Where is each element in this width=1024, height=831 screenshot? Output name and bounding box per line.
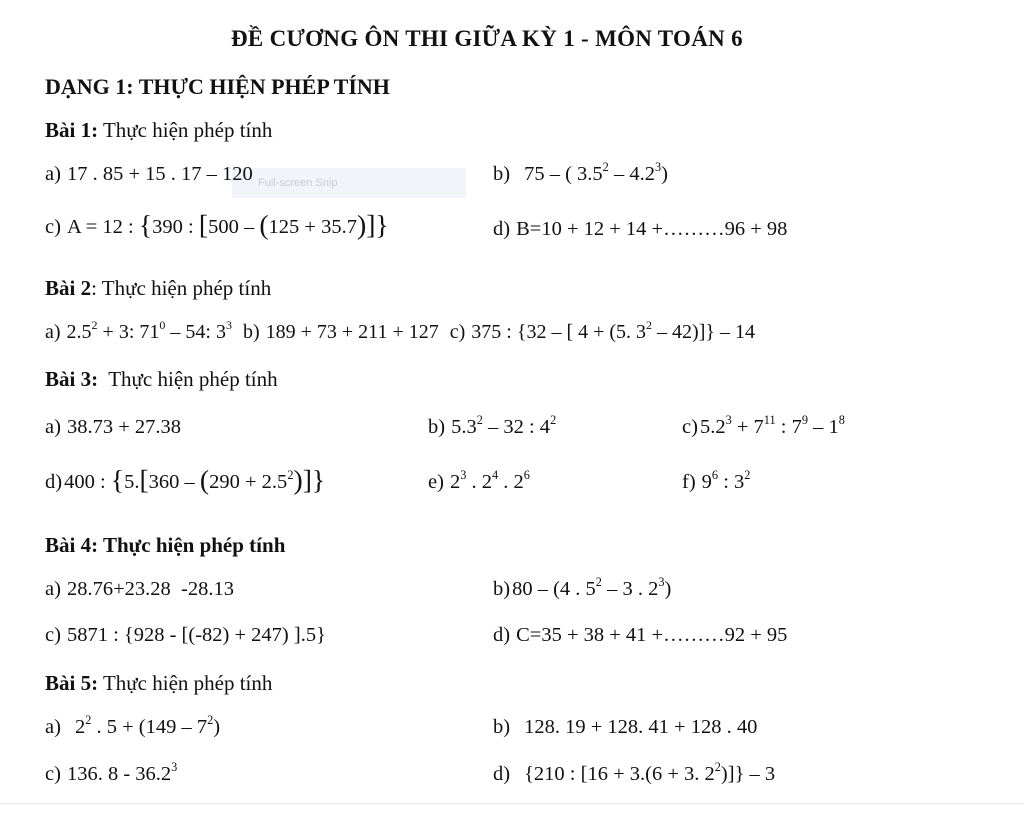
- exercise-1d: [493, 218, 787, 241]
- math-expression: 136. 8 - 36.2$^3$: [66, 759, 178, 785]
- item-label: a): [45, 163, 61, 185]
- item-label: b): [493, 578, 511, 600]
- math-expression-2b: 189 + 73 + 211 + 127: [265, 321, 439, 343]
- exercise-instruction: Thực hiện phép tính: [102, 118, 273, 142]
- item-label: d): [493, 624, 511, 646]
- math-expression: 5871 : {928 - [(-82) + 247) ].5}: [66, 624, 326, 646]
- exercise-2-row: [45, 318, 755, 344]
- exercise-3-heading: [45, 367, 278, 392]
- exercise-1a: [45, 163, 253, 186]
- math-expression: $2^3$ . $2^4$ . $2^6$: [449, 467, 530, 493]
- math-expression: $5.2^3 + 7^{11}$ : $7^9 - 1^8$: [699, 412, 845, 438]
- item-label: b): [242, 321, 260, 343]
- item-label: b): [428, 416, 446, 438]
- exercise-3d: [45, 464, 326, 495]
- math-expression: $9^6$ : $3^2$: [701, 467, 751, 493]
- item-label: f): [682, 471, 696, 493]
- exercise-4-heading: [45, 533, 285, 558]
- math-expression: 75 – ( $3.5^2 - 4.2^3$): [524, 159, 668, 185]
- document-title: ĐỀ CƯƠNG ÔN THI GIỮA KỲ 1 - MÔN TOÁN 6: [231, 26, 743, 51]
- item-label: c): [682, 416, 698, 438]
- item-label: e): [428, 471, 444, 493]
- math-expression: C=35 + 38 + 41 +………92 + 95: [516, 624, 788, 646]
- exercise-1c: [45, 209, 389, 240]
- exercise-3c: [682, 412, 845, 439]
- item-label: b): [493, 163, 511, 185]
- exercise-1-heading: [45, 118, 272, 143]
- exercise-3f: [682, 467, 751, 494]
- exercise-label: Bài 3:: [45, 367, 99, 391]
- snip-overlay: Full-screen Snip: [232, 168, 466, 198]
- math-expression: {210 : [16 + 3.(6 + 3. $2^2)]\} - 3$: [524, 759, 776, 785]
- item-label: a): [45, 416, 61, 438]
- exercise-5-heading: [45, 671, 272, 696]
- exercise-4c: [45, 624, 326, 647]
- exercise-2-heading: [45, 276, 271, 301]
- item-label: c): [45, 216, 61, 238]
- exercise-instruction: : Thực hiện phép tính: [91, 276, 272, 300]
- exercise-instruction: Thực hiện phép tính: [102, 671, 273, 695]
- math-expression-2c: 375 : {32 – [ 4 + (5. $3^2 - 42)]\} - 14$: [471, 318, 755, 343]
- exercise-3a: [45, 416, 181, 439]
- item-label: d): [493, 218, 511, 240]
- item-label: c): [45, 763, 61, 785]
- math-expression: 400 : $\{5.[360 - (290 + 2.5^2)]\}$: [64, 464, 326, 495]
- exercise-5d: [493, 759, 776, 786]
- item-label: a): [45, 321, 61, 343]
- page-bottom-divider: [0, 803, 1024, 804]
- math-expression-2a: $2.5^2 + 3$: $71^0 - 54$: $3^3$: [66, 318, 232, 343]
- item-label: a): [45, 578, 61, 600]
- exercise-label: Bài 2: [45, 276, 92, 300]
- math-expression: 80 – (4 . $5^2 - 3$ . $2^3$): [512, 574, 672, 600]
- item-label: d): [493, 763, 511, 785]
- exercise-instruction: Thực hiện phép tính: [108, 367, 278, 391]
- exercise-label: Bài 5:: [45, 671, 99, 695]
- math-expression: A = 12 : {390 : [500 – (125 + 35.7)]}: [66, 209, 389, 240]
- item-label: c): [45, 624, 61, 646]
- exercise-label: Bài 4: Thực hiện phép tính: [45, 533, 286, 557]
- section-heading: DẠNG 1: THỰC HIỆN PHÉP TÍNH: [45, 74, 390, 99]
- math-expression: 28.76+23.28 -28.13: [66, 578, 234, 600]
- math-expression: $2^2$ . $5 + (149 - 7^2)$: [74, 712, 221, 738]
- exercise-4a: [45, 578, 234, 601]
- math-expression: $5.3^2 - 32$ : $4^2$: [451, 412, 557, 438]
- math-expression: 38.73 + 27.38: [66, 416, 181, 438]
- exercise-label: Bài 1:: [45, 118, 99, 142]
- exercise-5c: [45, 759, 178, 786]
- exercise-3e: [428, 467, 530, 494]
- item-label: d): [45, 471, 63, 493]
- exercise-4b: [493, 574, 672, 601]
- math-expression: 17 . 85 + 15 . 17 – 120: [66, 163, 253, 185]
- math-expression: B=10 + 12 + 14 +………96 + 98: [516, 218, 788, 240]
- exercise-1b: [493, 159, 668, 186]
- math-expression: 128. 19 + 128. 41 + 128 . 40: [524, 716, 758, 738]
- exercise-3b: [428, 412, 557, 439]
- exercise-4d: [493, 624, 787, 647]
- exercise-5a: [45, 712, 221, 739]
- item-label: a): [45, 716, 61, 738]
- item-label: b): [493, 716, 511, 738]
- exercise-5b: [493, 716, 757, 739]
- item-label: c): [449, 321, 466, 343]
